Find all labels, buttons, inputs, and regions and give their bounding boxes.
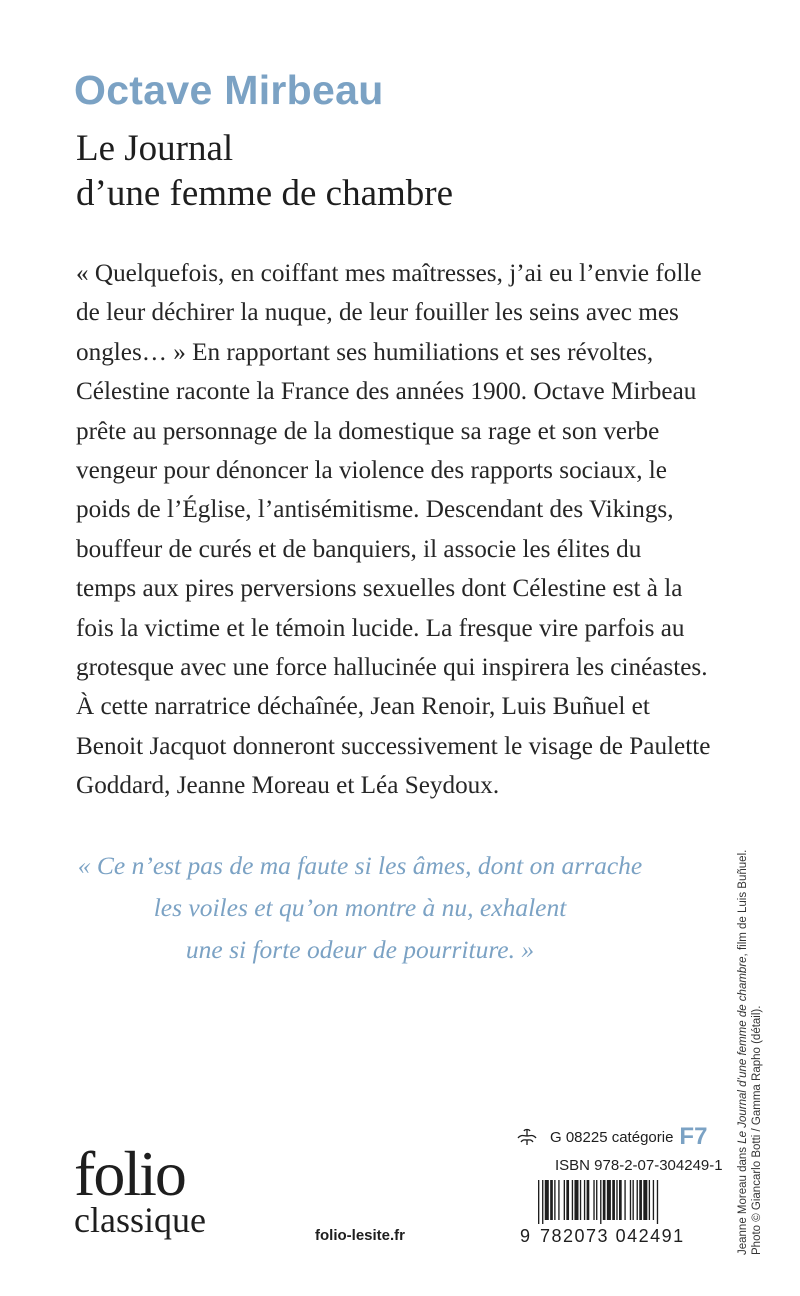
- barcode-bar: [616, 1180, 617, 1220]
- blurb-line: poids de l’Église, l’antisémitisme. Descendant des Vikings,: [76, 496, 674, 524]
- website-link: folio-lesite.fr: [315, 1227, 406, 1244]
- book-title: [76, 126, 453, 216]
- barcode-bar: [653, 1180, 654, 1220]
- blurb-line: fois la victime et le témoin lucide. La fresque vire parfois au: [76, 614, 685, 642]
- barcode-bar: [580, 1180, 581, 1220]
- credit-line-1: Jeanne Moreau dans Le Journal d’une femme de chambre, film de Luis Buñuel.: [737, 849, 749, 1255]
- gallimard-pelican-icon: [516, 1128, 538, 1146]
- barcode: [538, 1180, 708, 1224]
- price-category: F7: [679, 1123, 708, 1150]
- barcode-bar: [603, 1180, 606, 1220]
- blurb-line: bouffeur de curés et de banquiers, il associe les élites du: [76, 535, 642, 563]
- barcode-bar: [545, 1180, 549, 1220]
- barcode-bar: [600, 1180, 601, 1224]
- author-name: Octave Mirbeau: [74, 67, 384, 113]
- barcode-bar: [564, 1180, 565, 1220]
- barcode-bar: [574, 1180, 578, 1220]
- barcode-bar: [542, 1180, 543, 1224]
- blurb-line: Célestine raconte la France des années 1900. Octave Mirbeau: [76, 378, 697, 406]
- quote-line: une si forte odeur de pourriture. »: [185, 935, 535, 964]
- title-line: d’une femme de chambre: [76, 173, 454, 214]
- barcode-bar: [596, 1180, 597, 1220]
- barcode-bar: [637, 1180, 638, 1220]
- publisher-code-line: [516, 1123, 707, 1151]
- barcode-digits: 782073 042491: [540, 1226, 685, 1246]
- barcode-bar: [538, 1180, 539, 1224]
- barcode-bar: [607, 1180, 611, 1220]
- barcode-first-digit: 9: [520, 1226, 531, 1246]
- barcode-bar: [566, 1180, 569, 1220]
- blurb-line: grotesque avec une force hallucinée qui inspirera les cinéastes.: [76, 654, 708, 682]
- logo-folio-text: folio: [74, 1138, 185, 1209]
- barcode-bar: [649, 1180, 650, 1220]
- blurb-line: Benoit Jacquot donneront successivement le visage de Paulette: [76, 732, 711, 760]
- blurb-paragraph: [76, 254, 736, 806]
- barcode-bar: [643, 1180, 647, 1220]
- publisher-code: G 08225 catégorie: [550, 1128, 674, 1146]
- title-line: Le Journal: [76, 128, 234, 169]
- barcode-bar: [657, 1180, 658, 1224]
- quote-line: « Ce n’est pas de ma faute si les âmes, dont on arrache: [77, 851, 643, 880]
- barcode-bar: [630, 1180, 631, 1220]
- barcode-bar: [639, 1180, 642, 1220]
- barcode-bar: [550, 1180, 553, 1220]
- blurb-line: de leur déchirer la nuque, de leur fouiller les seins avec mes: [76, 299, 679, 327]
- barcode-bar: [633, 1180, 634, 1220]
- barcode-bar: [584, 1180, 585, 1220]
- quote-line: les voiles et qu’on montre à nu, exhalent: [153, 893, 567, 922]
- barcode-bar: [593, 1180, 594, 1220]
- blurb-line: ongles… » En rapportant ses humiliations et ses révoltes,: [76, 338, 654, 366]
- barcode-bar: [619, 1180, 622, 1220]
- blurb-line: temps aux pires perversions sexuelles dont Célestine est à la: [76, 575, 683, 603]
- barcode-bar: [558, 1180, 559, 1220]
- barcode-bar: [572, 1180, 573, 1220]
- blurb-line: Goddard, Jeanne Moreau et Léa Seydoux.: [76, 772, 500, 800]
- credit-line-2: Photo © Giancarlo Botti / Gamma Rapho (détail).: [751, 1005, 763, 1255]
- blurb-line: prête au personnage de la domestique sa rage et son verbe: [76, 417, 660, 445]
- folio-classique-logo: [74, 1138, 206, 1240]
- barcode-bar: [624, 1180, 625, 1220]
- barcode-bar: [587, 1180, 590, 1220]
- blurb-line: À cette narratrice déchaînée, Jean Renoir, Luis Buñuel et: [76, 693, 650, 721]
- isbn-number: ISBN 978-2-07-304249-1: [555, 1157, 723, 1174]
- barcode-bar: [554, 1180, 555, 1220]
- barcode-bar: [612, 1180, 615, 1220]
- pull-quote: [60, 845, 660, 971]
- blurb-line: « Quelquefois, en coiffant mes maîtresses, j’ai eu l’envie folle: [76, 260, 702, 287]
- logo-classique-text: classique: [74, 1200, 206, 1240]
- blurb-line: vengeur pour dénoncer la violence des rapports sociaux, le: [76, 457, 667, 485]
- photo-credit: [736, 850, 764, 1255]
